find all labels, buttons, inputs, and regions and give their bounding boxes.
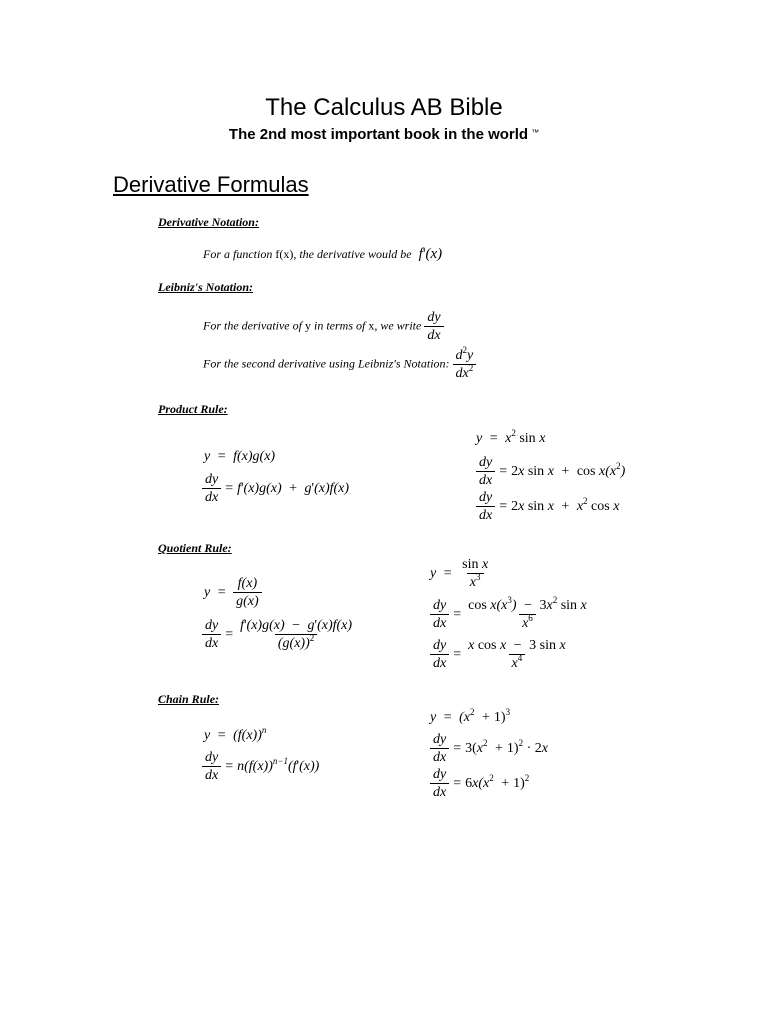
quotient-example-step-2: $\frac{dy}{dx}$ = $\frac{\text{x cos x − 3 sin x}}{x^4}$ — [430, 638, 569, 672]
trademark-mark: ™ — [531, 128, 540, 137]
chain-example-step-2: $\frac{dy}{dx}$ = $6x(x^2 + 1)^2$ — [430, 767, 529, 801]
product-example-step-2: $\frac{dy}{dx}$ = 2x $\sin x + x^2$ cos x — [476, 490, 619, 524]
quotient-example-step-1: $\frac{dy}{dx}$ = $\frac{\cos x(x^3) - 3x^2 \sin x}{x^6}$ — [430, 598, 590, 632]
quotient-rule-derivative: $\frac{dy}{dx}$ = $\frac{f'(x)g(x) - g'(x)f(x)}{(g(x))^2}$ — [202, 618, 355, 652]
chain-example-step-1: $\frac{dy}{dx}$ = $3(x^2 + 1)^2 \cdot 2x$ — [430, 732, 548, 766]
chain-rule-definition: $y = (f(x))^n$ — [204, 725, 267, 743]
document-subtitle — [0, 126, 768, 143]
product-rule-derivative: $\frac{dy}{dx}$ = f'(x)g(x) + g'(x)f(x) — [202, 472, 349, 506]
dy-dx-fraction: $\frac{dy}{dx}$ — [424, 310, 443, 344]
section-title: Derivative Formulas — [113, 172, 309, 197]
quotient-rule-definition: y = $\frac{f(x)}{g(x)}$ — [204, 576, 262, 610]
heading-quotient-rule: Quotient Rule: — [158, 541, 232, 555]
heading-product-rule: Product Rule: — [158, 402, 228, 416]
leibniz-first-derivative: For the derivative of y in terms of x, we write $\frac{dy}{dx}$ — [203, 310, 444, 344]
heading-chain-rule: Chain Rule: — [158, 692, 220, 706]
subtitle-text: The 2nd most important book in the world — [228, 126, 529, 143]
heading-derivative-notation: Derivative Notation: — [158, 215, 259, 229]
leibniz-second-derivative: For the second derivative using Leibniz's Notation: $\frac{d^2y}{dx^2}$ — [203, 348, 476, 382]
notation-description: For a function f(x), the derivative would be f'(x) — [203, 246, 443, 262]
product-example-step-1: $\frac{dy}{dx}$ = 2x $\sin x + \cos x(x^2)$ — [476, 455, 625, 489]
chain-example-function: $y = (x^2 + 1)^3$ — [430, 707, 511, 725]
quotient-example-function: y = $\frac{\text{sin x}}{x^3}$ — [430, 557, 489, 591]
heading-leibniz-notation: Leibniz's Notation: — [158, 280, 254, 294]
product-rule-definition: y = f(x)g(x) — [204, 449, 276, 464]
chain-rule-derivative: $\frac{dy}{dx}$ = $n(f(x))^{n-1}(f'(x))$ — [202, 750, 319, 784]
document-title: The Calculus AB Bible — [265, 94, 503, 121]
product-example-function: $y = x^2$ sin x — [476, 428, 546, 446]
f-prime-of-x: f'(x) — [418, 246, 443, 262]
d2y-dx2-fraction: $\frac{d^2y}{dx^2}$ — [453, 348, 477, 382]
